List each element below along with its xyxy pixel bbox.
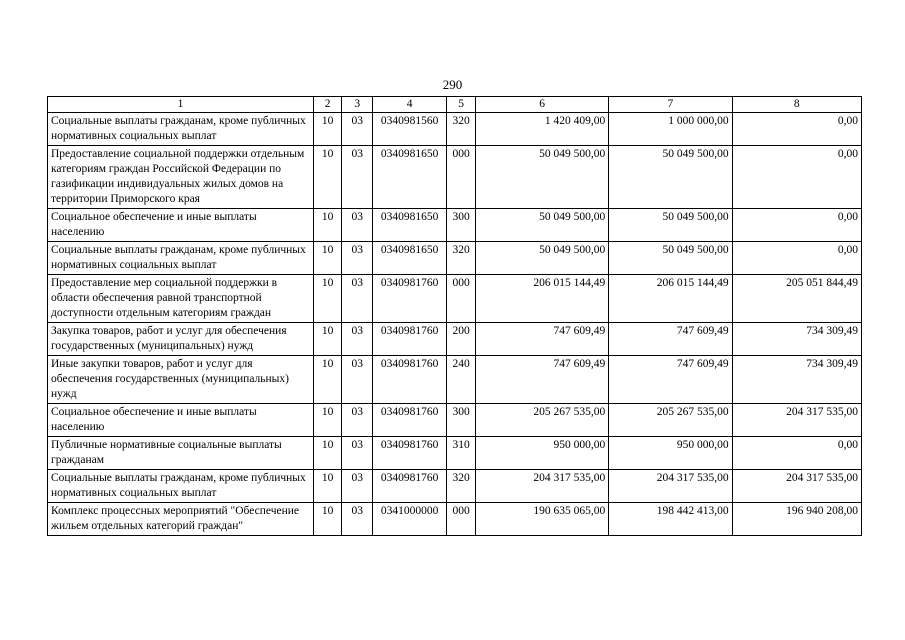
section-code-cell: 10 [313, 470, 342, 503]
row-name-cell: Социальное обеспечение и иные выплаты населению [48, 209, 314, 242]
column-header: 3 [342, 97, 373, 113]
row-name-cell: Социальное обеспечение и иные выплаты населению [48, 404, 314, 437]
amount-3-cell: 0,00 [732, 209, 861, 242]
amount-1-cell: 50 049 500,00 [475, 146, 608, 209]
expense-type-cell: 200 [447, 323, 476, 356]
target-code-cell: 0340981650 [372, 242, 446, 275]
section-code-cell: 10 [313, 503, 342, 536]
subsection-code-cell: 03 [342, 242, 373, 275]
section-code-cell: 10 [313, 437, 342, 470]
row-name-cell: Предоставление мер социальной поддержки в области обеспечения равной транспортной доступности отдельным категориям граждан [48, 275, 314, 323]
target-code-cell: 0340981760 [372, 356, 446, 404]
amount-3-cell: 0,00 [732, 113, 861, 146]
expense-type-cell: 300 [447, 209, 476, 242]
expense-type-cell: 000 [447, 503, 476, 536]
row-name-cell: Предоставление социальной поддержки отдельным категориям граждан Российской Федерации по газификации индивидуальных жилых домов на территории Приморского края [48, 146, 314, 209]
budget-table [47, 96, 862, 536]
row-name-cell: Социальные выплаты гражданам, кроме публичных нормативных социальных выплат [48, 470, 314, 503]
row-name-cell: Комплекс процессных мероприятий "Обеспечение жильем отдельных категорий граждан" [48, 503, 314, 536]
table-row [48, 146, 862, 209]
table-body [48, 113, 862, 536]
amount-1-cell: 1 420 409,00 [475, 113, 608, 146]
expense-type-cell: 320 [447, 242, 476, 275]
amount-3-cell: 0,00 [732, 146, 861, 209]
expense-type-cell: 320 [447, 113, 476, 146]
column-header: 5 [447, 97, 476, 113]
target-code-cell: 0341000000 [372, 503, 446, 536]
amount-2-cell: 204 317 535,00 [609, 470, 732, 503]
table-row [48, 275, 862, 323]
target-code-cell: 0340981760 [372, 275, 446, 323]
table-row [48, 113, 862, 146]
section-code-cell: 10 [313, 356, 342, 404]
expense-type-cell: 000 [447, 275, 476, 323]
column-header: 1 [48, 97, 314, 113]
row-name-cell: Социальные выплаты гражданам, кроме публичных нормативных социальных выплат [48, 113, 314, 146]
target-code-cell: 0340981560 [372, 113, 446, 146]
amount-3-cell: 734 309,49 [732, 323, 861, 356]
subsection-code-cell: 03 [342, 323, 373, 356]
amount-3-cell: 204 317 535,00 [732, 404, 861, 437]
row-name-cell: Социальные выплаты гражданам, кроме публичных нормативных социальных выплат [48, 242, 314, 275]
subsection-code-cell: 03 [342, 275, 373, 323]
subsection-code-cell: 03 [342, 209, 373, 242]
expense-type-cell: 320 [447, 470, 476, 503]
amount-2-cell: 747 609,49 [609, 323, 732, 356]
table-row [48, 356, 862, 404]
target-code-cell: 0340981650 [372, 146, 446, 209]
table-row [48, 323, 862, 356]
target-code-cell: 0340981650 [372, 209, 446, 242]
row-name-cell: Публичные нормативные социальные выплаты гражданам [48, 437, 314, 470]
amount-1-cell: 205 267 535,00 [475, 404, 608, 437]
amount-2-cell: 1 000 000,00 [609, 113, 732, 146]
amount-2-cell: 205 267 535,00 [609, 404, 732, 437]
row-name-cell: Закупка товаров, работ и услуг для обеспечения государственных (муниципальных) нужд [48, 323, 314, 356]
section-code-cell: 10 [313, 113, 342, 146]
target-code-cell: 0340981760 [372, 437, 446, 470]
amount-2-cell: 206 015 144,49 [609, 275, 732, 323]
amount-1-cell: 747 609,49 [475, 323, 608, 356]
amount-3-cell: 205 051 844,49 [732, 275, 861, 323]
amount-1-cell: 50 049 500,00 [475, 209, 608, 242]
expense-type-cell: 300 [447, 404, 476, 437]
subsection-code-cell: 03 [342, 146, 373, 209]
amount-1-cell: 747 609,49 [475, 356, 608, 404]
amount-3-cell: 204 317 535,00 [732, 470, 861, 503]
table-row [48, 242, 862, 275]
section-code-cell: 10 [313, 323, 342, 356]
amount-2-cell: 50 049 500,00 [609, 209, 732, 242]
amount-1-cell: 950 000,00 [475, 437, 608, 470]
column-header: 4 [372, 97, 446, 113]
amount-3-cell: 0,00 [732, 242, 861, 275]
amount-2-cell: 198 442 413,00 [609, 503, 732, 536]
table-header-row [48, 97, 862, 113]
amount-1-cell: 204 317 535,00 [475, 470, 608, 503]
amount-3-cell: 734 309,49 [732, 356, 861, 404]
expense-type-cell: 310 [447, 437, 476, 470]
section-code-cell: 10 [313, 146, 342, 209]
subsection-code-cell: 03 [342, 437, 373, 470]
table-row [48, 470, 862, 503]
amount-3-cell: 196 940 208,00 [732, 503, 861, 536]
page-number: 290 [442, 77, 463, 92]
column-header: 6 [475, 97, 608, 113]
table-row [48, 503, 862, 536]
section-code-cell: 10 [313, 209, 342, 242]
expense-type-cell: 000 [447, 146, 476, 209]
table-row [48, 209, 862, 242]
subsection-code-cell: 03 [342, 356, 373, 404]
subsection-code-cell: 03 [342, 113, 373, 146]
amount-1-cell: 206 015 144,49 [475, 275, 608, 323]
amount-1-cell: 50 049 500,00 [475, 242, 608, 275]
column-header: 7 [609, 97, 732, 113]
row-name-cell: Иные закупки товаров, работ и услуг для обеспечения государственных (муниципальных) нужд [48, 356, 314, 404]
section-code-cell: 10 [313, 275, 342, 323]
table-row [48, 437, 862, 470]
table-row [48, 404, 862, 437]
section-code-cell: 10 [313, 242, 342, 275]
expense-type-cell: 240 [447, 356, 476, 404]
column-header: 2 [313, 97, 342, 113]
amount-1-cell: 190 635 065,00 [475, 503, 608, 536]
subsection-code-cell: 03 [342, 470, 373, 503]
amount-2-cell: 50 049 500,00 [609, 146, 732, 209]
amount-3-cell: 0,00 [732, 437, 861, 470]
section-code-cell: 10 [313, 404, 342, 437]
target-code-cell: 0340981760 [372, 323, 446, 356]
subsection-code-cell: 03 [342, 404, 373, 437]
amount-2-cell: 747 609,49 [609, 356, 732, 404]
amount-2-cell: 50 049 500,00 [609, 242, 732, 275]
column-header: 8 [732, 97, 861, 113]
target-code-cell: 0340981760 [372, 404, 446, 437]
target-code-cell: 0340981760 [372, 470, 446, 503]
amount-2-cell: 950 000,00 [609, 437, 732, 470]
subsection-code-cell: 03 [342, 503, 373, 536]
